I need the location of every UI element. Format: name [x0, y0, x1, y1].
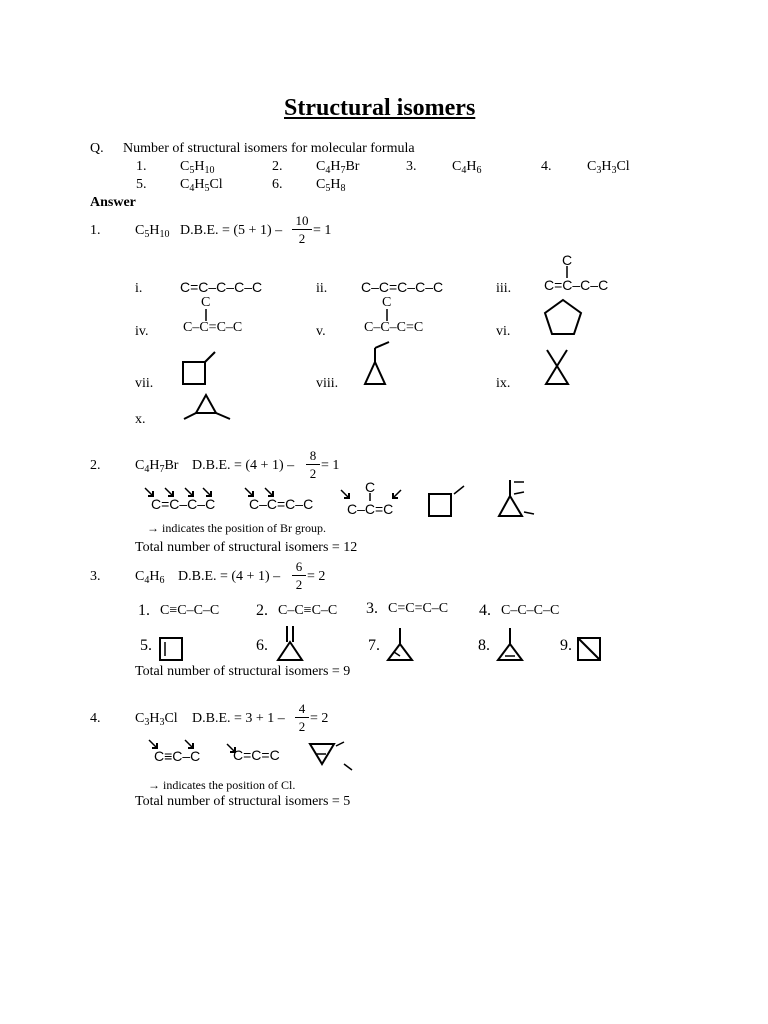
p1-frac-den: 2	[298, 231, 306, 246]
p3-item-5-num: 5.	[140, 637, 152, 654]
question-text: Number of structural isomers for molecular formula	[123, 141, 415, 156]
p3-total: Total number of structural isomers = 9	[135, 664, 351, 679]
roman-ii: ii.	[316, 281, 328, 296]
p4-frac-den: 2	[298, 719, 306, 734]
p4-chain-1: C≡C–C	[154, 748, 201, 764]
ethylcyclopropane-shape	[363, 342, 393, 386]
p2-note: → indicates the position of Br group.	[147, 521, 326, 535]
chain-v-branch: C	[382, 295, 392, 310]
roman-ix: ix.	[496, 376, 511, 391]
p3-item-3: C=C=C–C	[388, 601, 449, 616]
p2-chain-1: C=C–C–C	[151, 496, 216, 512]
cyclopentane-shape	[543, 298, 583, 336]
chain-ii: C–C=C–C–C	[361, 279, 444, 295]
roman-iv: iv.	[135, 324, 149, 339]
p2-frac-num: 8	[309, 448, 317, 463]
p3-frac-num: 6	[295, 559, 303, 574]
p4-cyclopropene-shape	[308, 740, 354, 774]
page-title: Structural isomers	[284, 95, 476, 121]
p1-dbe: D.B.E. = (5 + 1) –	[180, 223, 283, 238]
p3-item-9-num: 9.	[560, 637, 572, 654]
formula-c5h8: $C_5H_8$	[316, 177, 346, 194]
p1-number: 1.	[90, 223, 101, 238]
chain-iv: C–C=C–C	[183, 320, 243, 335]
roman-i: i.	[135, 281, 143, 296]
formula-c4h7br: $C_4H_7Br$	[316, 159, 360, 176]
roman-viii: viii.	[316, 376, 339, 391]
p2-cyclobutyl-shape	[428, 484, 468, 520]
chain-iv-branch: C	[201, 295, 211, 310]
formula-c5h10: $C_5H_{10}$	[180, 159, 215, 176]
formula-c3h3cl: $C_3H_3Cl$	[587, 159, 630, 176]
p2-dbe: D.B.E. = (4 + 1) –	[192, 458, 295, 473]
p4-fraction	[295, 702, 309, 733]
methylcyclopropene-3-shape	[496, 626, 528, 662]
formula-num-3: 3.	[406, 159, 417, 174]
p3-formula: $C_4H_6$	[135, 569, 165, 586]
p1-frac-num: 10	[295, 213, 309, 228]
p3-item-2: C–C≡C–C	[278, 603, 338, 618]
p4-formula: $C_3H_3Cl$	[135, 711, 178, 728]
p3-dbe: D.B.E. = (4 + 1) –	[178, 569, 281, 584]
methylenecyclopropane-shape	[276, 624, 308, 662]
p2-cyclopropylmethyl-shape	[496, 476, 540, 520]
formula-num-1: 1.	[136, 159, 147, 174]
p4-note: → indicates the position of Cl.	[148, 778, 296, 792]
p4-dbe: D.B.E. = 3 + 1 –	[192, 711, 285, 726]
p2-total: Total number of structural isomers = 12	[135, 540, 358, 555]
p3-item-1: C≡C–C–C	[160, 603, 220, 618]
p3-item-2-num: 2.	[256, 602, 268, 619]
p4-chain-2: C=C=C	[233, 747, 280, 763]
chain-v: C–C–C=C	[364, 320, 424, 335]
methylcyclopropene-1-shape	[386, 626, 418, 662]
p2-br-arrows-3	[339, 488, 409, 502]
roman-vii: vii.	[135, 376, 154, 391]
answer-label: Answer	[90, 195, 136, 210]
p2-fraction	[306, 449, 320, 480]
p2-number: 2.	[90, 458, 101, 473]
chain-iii: C=C–C–C	[544, 277, 609, 293]
cyclobutene-shape	[158, 636, 184, 662]
formula-num-5: 5.	[136, 177, 147, 192]
p2-chain-3-branch: C	[365, 479, 376, 495]
p3-item-7-num: 7.	[368, 637, 380, 654]
roman-iii: iii.	[496, 281, 512, 296]
formula-num-2: 2.	[272, 159, 283, 174]
bicyclobutane-shape	[576, 636, 602, 662]
p3-item-4: C–C–C–C	[501, 603, 560, 618]
roman-v: v.	[316, 324, 326, 339]
formula-num-4: 4.	[541, 159, 552, 174]
p1-fraction	[292, 214, 312, 245]
formula-c4h6: $C_4H_6$	[452, 159, 482, 176]
p3-item-4-num: 4.	[479, 602, 491, 619]
p2-chain-3: C–C=C	[347, 501, 394, 517]
p2-result: = 1	[321, 458, 340, 473]
p3-frac-den: 2	[295, 577, 303, 592]
p4-total: Total number of structural isomers = 5	[135, 794, 351, 809]
p2-chain-2: C–C=C–C	[249, 496, 314, 512]
p3-number: 3.	[90, 569, 101, 584]
roman-vi: vi.	[496, 324, 511, 339]
p4-number: 4.	[90, 711, 101, 726]
p4-result: = 2	[310, 711, 329, 726]
p3-item-6-num: 6.	[256, 637, 268, 654]
formula-num-6: 6.	[272, 177, 283, 192]
p3-result: = 2	[307, 569, 326, 584]
p1-result: = 1	[313, 223, 332, 238]
p2-frac-den: 2	[309, 466, 317, 481]
p3-item-3-num: 3.	[366, 600, 378, 617]
chain-iii-branch: C	[562, 252, 573, 268]
dimethylcyclopropane-11-shape	[543, 348, 573, 386]
roman-x: x.	[135, 412, 146, 427]
dimethylcyclopropane-12-shape	[182, 393, 234, 421]
p3-item-1-num: 1.	[138, 602, 150, 619]
p1-formula: $C_5H_{10}$	[135, 223, 170, 240]
chain-i: C=C–C–C–C	[180, 279, 263, 295]
question-label: Q.	[90, 141, 104, 156]
p2-formula: $C_4H_7Br$	[135, 458, 179, 475]
formula-c4h5cl: $C_4H_5Cl$	[180, 177, 223, 194]
p3-item-8-num: 8.	[478, 637, 490, 654]
methylcyclobutane-shape	[182, 350, 218, 386]
p4-frac-num: 4	[298, 701, 306, 716]
p3-fraction	[292, 560, 306, 591]
